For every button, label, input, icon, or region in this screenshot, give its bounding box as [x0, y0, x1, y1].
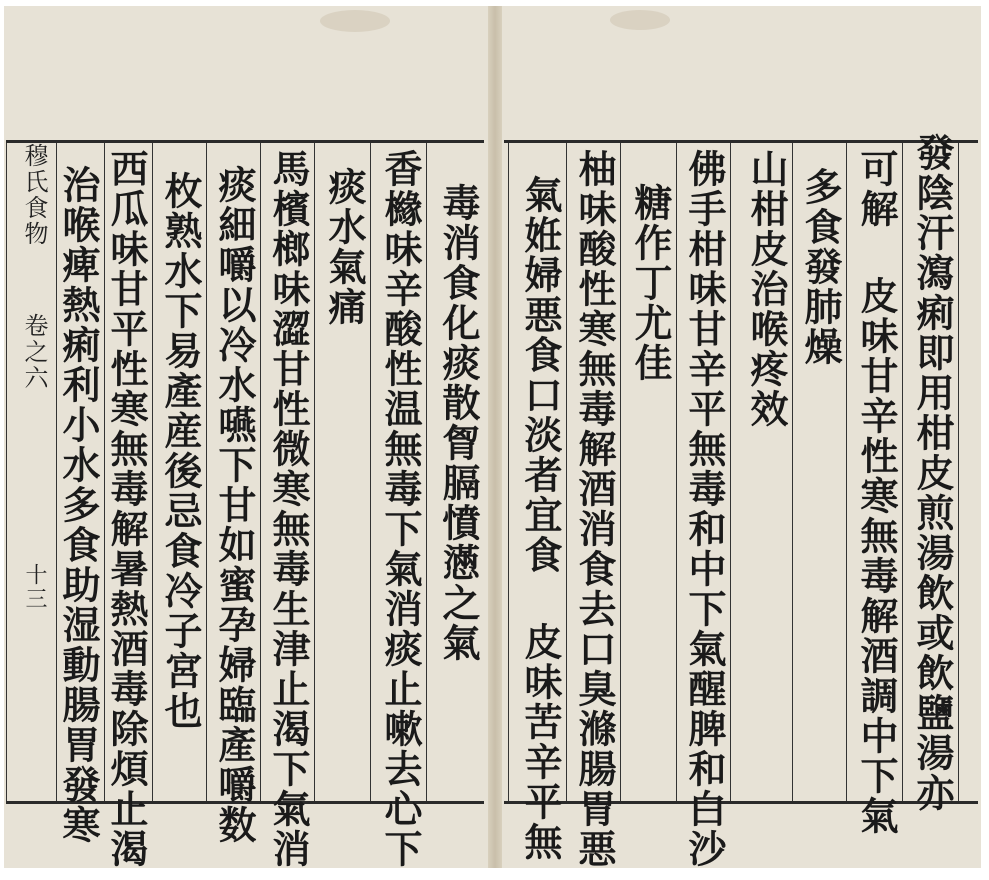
- left-text-frame: [6, 140, 484, 869]
- paper-stain: [320, 10, 390, 32]
- text-column: 可解 皮味甘辛性寒無毒解酒調中下氣: [846, 143, 902, 801]
- book-gutter: [488, 6, 502, 868]
- text-column: 佛手柑味甘辛平無毒和中下氣醒脾和白沙: [676, 143, 730, 801]
- text-column: 氣姙婦悪食口淡者宜食 皮味苦辛平無: [508, 143, 566, 801]
- text-column: 馬檳榔味澀甘性微寒無毒生津止渴下氣消: [260, 143, 314, 801]
- right-text-frame: [504, 133, 978, 869]
- text-column: 痰水氣痛: [314, 143, 370, 801]
- text-column: 發陰汗瀉痢即用柑皮煎湯飲或飲鹽湯亦: [902, 143, 958, 801]
- page-number: 十三: [22, 563, 47, 611]
- text-column: 痰細嚼以冷水嚥下甘如蜜孕婦臨產嚼数: [206, 143, 260, 801]
- text-column: 毒消食化痰散胷膈憤懣之氣: [426, 143, 484, 801]
- text-column: 柚味酸性寒無毒解酒消食去口臭滌腸胃悪: [566, 143, 620, 801]
- right-edge-column: [958, 143, 978, 801]
- text-column: 西瓜味甘平性寒無毒解暑熱酒毒除煩止渴: [104, 143, 152, 801]
- volume-label: 卷之六: [20, 313, 48, 391]
- text-column: 枚熟水下易產産後忌食冷子宮也: [152, 143, 206, 801]
- left-margin-column: [6, 143, 56, 801]
- text-column: 山柑皮治喉疼效: [730, 143, 792, 801]
- text-column: 香櫞味辛酸性温無毒下氣消痰止嗽去心下: [370, 143, 426, 801]
- paper-stain: [610, 10, 670, 30]
- book-title-margin: 穆氏食物: [20, 143, 48, 247]
- text-column: 糖作丁尤佳: [620, 143, 676, 801]
- text-column: 治喉痺熱痢利小水多食助湿動腸胃發寒: [56, 143, 104, 801]
- text-column: 多食發肺燥: [792, 143, 846, 801]
